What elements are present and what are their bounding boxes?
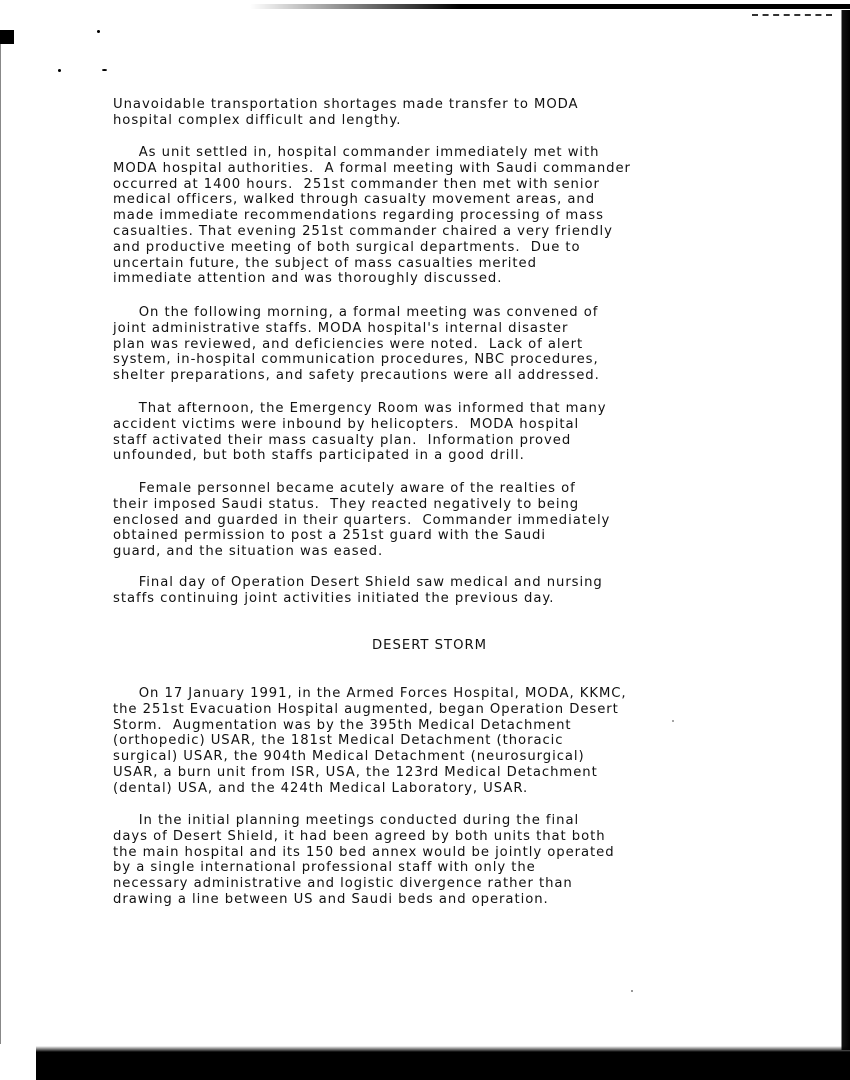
scan-speck (58, 69, 61, 72)
text-line: USAR, a burn unit from ISR, USA, the 123rd Medical Detachment (113, 764, 598, 780)
paragraph-initial-planning (113, 813, 615, 908)
paragraph-17-january (113, 686, 627, 797)
scan-speck (672, 720, 674, 722)
scan-right-edge (839, 10, 850, 1050)
text-line: made immediate recommendations regarding processing of mass (113, 208, 604, 224)
text-line: the main hospital and its 150 bed annex would be jointly operated (113, 844, 615, 860)
text-line: casualties. That evening 251st commander chaired a very friendly (113, 223, 613, 239)
text-line: Storm. Augmentation was by the 395th Medical Detachment (113, 717, 572, 733)
scan-top-edge (250, 4, 850, 9)
scan-bottom-edge (36, 1052, 850, 1080)
scan-top-dash (752, 14, 832, 16)
text-line: (orthopedic) USAR, the 181st Medical Detachment (thoracic (113, 733, 564, 749)
text-line: and productive meeting of both surgical departments. Due to (113, 239, 581, 255)
scan-speck (97, 30, 100, 33)
text-line: surgical) USAR, the 904th Medical Detachment (neurosurgical) (113, 749, 585, 765)
text-line: necessary administrative and logistic divergence rather than (113, 876, 573, 892)
paragraph-female-personnel (113, 481, 610, 560)
paragraph-final-day (113, 575, 603, 607)
text-line: system, in-hospital communication procedures, NBC procedures, (113, 352, 599, 368)
paragraph-transport-shortages (113, 97, 579, 129)
text-line: days of Desert Shield, it had been agreed by both units that both (113, 828, 606, 844)
text-line: guard, and the situation was eased. (113, 544, 384, 560)
scan-left-mark (0, 30, 14, 44)
text-line: accident victims were inbound by helicopters. MODA hospital (113, 416, 580, 432)
text-line: (dental) USA, and the 424th Medical Laboratory, USAR. (113, 780, 529, 796)
scan-speck (631, 990, 633, 992)
scan-speck (102, 69, 107, 71)
text-line: by a single international professional staff with only the (113, 860, 536, 876)
text-line: staff activated their mass casualty plan. Information proved (113, 432, 572, 448)
text-line: hospital complex difficult and lengthy. (113, 112, 402, 128)
text-line: occurred at 1400 hours. 251st commander then met with senior (113, 176, 600, 192)
text-line: Final day of Operation Desert Shield saw medical and nursing (113, 575, 603, 590)
text-line: MODA hospital authorities. A formal meeting with Saudi commander (113, 160, 631, 176)
scan-left-edge (0, 44, 1, 1044)
text-line: immediate attention and was thoroughly discussed. (113, 271, 503, 287)
text-line: That afternoon, the Emergency Room was informed that many (113, 401, 607, 416)
text-line: plan was reviewed, and deficiencies were noted. Lack of alert (113, 336, 584, 352)
text-line: joint administrative staffs. MODA hospital's internal disaster (113, 320, 569, 336)
text-line: On 17 January 1991, in the Armed Forces Hospital, MODA, KKMC, (113, 686, 627, 701)
text-line: their imposed Saudi status. They reacted negatively to being (113, 496, 580, 512)
text-line: staffs continuing joint activities initiated the previous day. (113, 590, 555, 606)
text-line: shelter preparations, and safety precautions were all addressed. (113, 368, 600, 384)
text-line: the 251st Evacuation Hospital augmented, began Operation Desert (113, 701, 619, 717)
text-line: obtained permission to post a 251st guard with the Saudi (113, 528, 546, 544)
text-line: As unit settled in, hospital commander immediately met with (113, 145, 600, 160)
text-line: medical officers, walked through casualty movement areas, and (113, 192, 596, 208)
text-line: Female personnel became acutely aware of the realties of (113, 481, 576, 496)
text-line: In the initial planning meetings conducted during the final (113, 813, 580, 828)
text-line: unfounded, but both staffs participated in a good drill. (113, 448, 525, 464)
paragraph-unit-settled (113, 145, 631, 287)
text-line: On the following morning, a formal meeting was convened of (113, 305, 599, 320)
text-line: enclosed and guarded in their quarters. Commander immediately (113, 512, 611, 528)
paragraph-that-afternoon (113, 401, 607, 464)
paragraph-following-morning (113, 305, 600, 384)
text-line: drawing a line between US and Saudi beds and operation. (113, 891, 549, 907)
text-line: Unavoidable transportation shortages made transfer to MODA (113, 97, 579, 112)
section-heading: DESERT STORM (372, 638, 487, 653)
text-line: uncertain future, the subject of mass casualties merited (113, 255, 537, 271)
